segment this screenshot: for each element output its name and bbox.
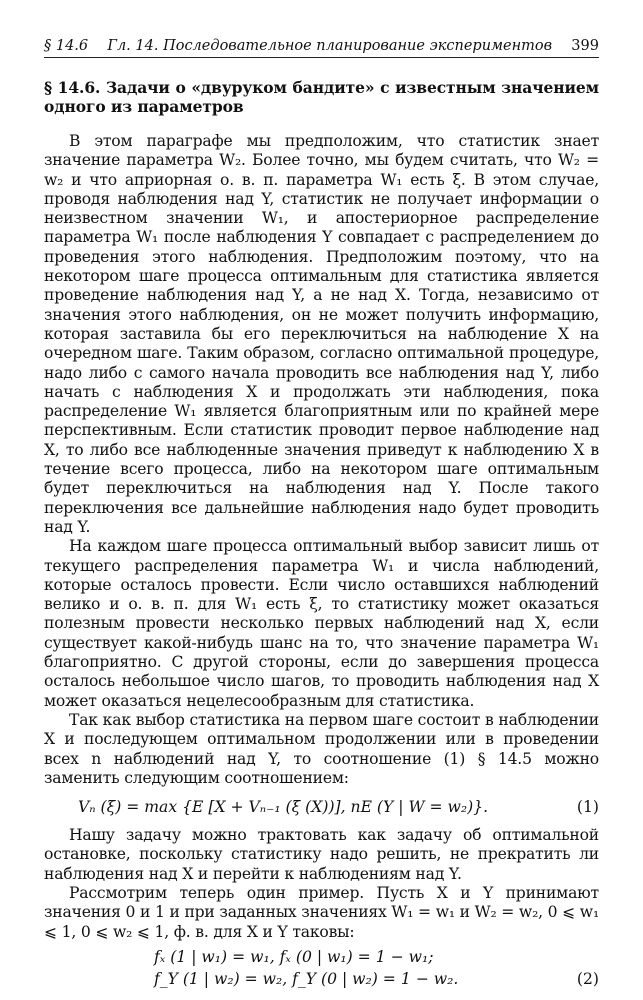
paragraph-1: В этом параграфе мы предположим, что статистик знает значение параметра W₂. Более точно, мы будем считать, что W₂ = w₂ и что априорная о. в. п. параметра W₁ есть ξ. В этом случае, проводя наблюдения над Y, статистик не получает информации о неизвестном значении W₁, и апостериорное распределение параметра W₁ после наблюдения Y совпадает с распределением до проведения этого наблюдения. Предположим поэтому, что на некотором шаге процесса оптимальным для статистика является проведение наблюдения над Y, а не над X. Тогда, независимо от значения этого наблюдения, он не может получить информацию, которая заставила бы его переключиться на наблюдение X на очередном шаге. Таким образом, согласно оптимальной процедуре, надо либо с самого начала проводить все наблюдения над Y, либо начать с наблюдения X и продолжать эти наблюдения, пока распределение W₁ является благоприятным или по крайней мере перспективным. Если статистик проводит первое наблюдение над X, то либо все наблюденные значения приведут к наблюдению X в течение всего процесса, либо на некотором шаге оптимальным будет переключиться на наблюдения над Y. После такого переключения все дальнейшие наблюдения надо будет проводить над Y. [44,132,599,536]
equation-2-number: (2) [576,969,599,988]
paragraph-2: На каждом шаге процесса оптимальный выбор зависит лишь от текущего распределения параметра W₁ и числа наблюдений, которые осталось провести. Если число оставшихся наблюдений велико и о. в. п. для W₁ есть ξ, то статистику может оказаться полезным провести несколько первых наблюдений над X, если существует какой-нибудь шанс на то, что значение параметра W₁ благоприятно. С другой стороны, если до завершения процесса осталось небольшое число шагов, то проводить наблюдения над X может оказаться нецелесообразным для статистика. [44,537,599,710]
header-section: § 14.6 [44,38,89,54]
header-title: Гл. 14. Последовательное планирование экспериментов [107,38,553,54]
equation-2 [44,946,599,990]
equation-1 [44,796,599,818]
equation-2-line-1: fₓ (1 | w₁) = w₁, fₓ (0 | w₁) = 1 − w₁; [154,947,434,966]
paragraph-5: Рассмотрим теперь один пример. Пусть X и Y принимают значения 0 и 1 и при заданных значениях W₁ = w₁ и W₂ = w₂, 0 ⩽ w₁ ⩽ 1, 0 ⩽ w₂ ⩽ 1, ф. в. для X и Y таковы: [44,883,599,941]
equation-1-text: Vₙ (ξ) = max {E [X + Vₙ₋₁ (ξ (X))], nE (Y | W = w₂)}. [78,798,489,817]
paragraph-4: Нашу задачу можно трактовать как задачу об оптимальной остановке, поскольку статистику надо решить, не прекратить ли наблюдения над X и перейти к наблюдениям над Y. [44,826,599,883]
page-number: 399 [571,38,599,54]
equation-2-line-2: f_Y (1 | w₂) = w₂, f_Y (0 | w₂) = 1 − w₂. [154,969,459,988]
running-header [44,38,599,58]
equation-1-number: (1) [576,798,599,817]
paragraph-3: Так как выбор статистика на первом шаге состоит в наблюдении X и последующем оптимальном продолжении или в проведении всех n наблюдений над Y, то соотношение (1) § 14.5 можно заменить следующим соотношением: [44,710,599,787]
section-title: § 14.6. Задачи о «двуруком бандите» с известным значением одного из параметров [44,78,599,116]
